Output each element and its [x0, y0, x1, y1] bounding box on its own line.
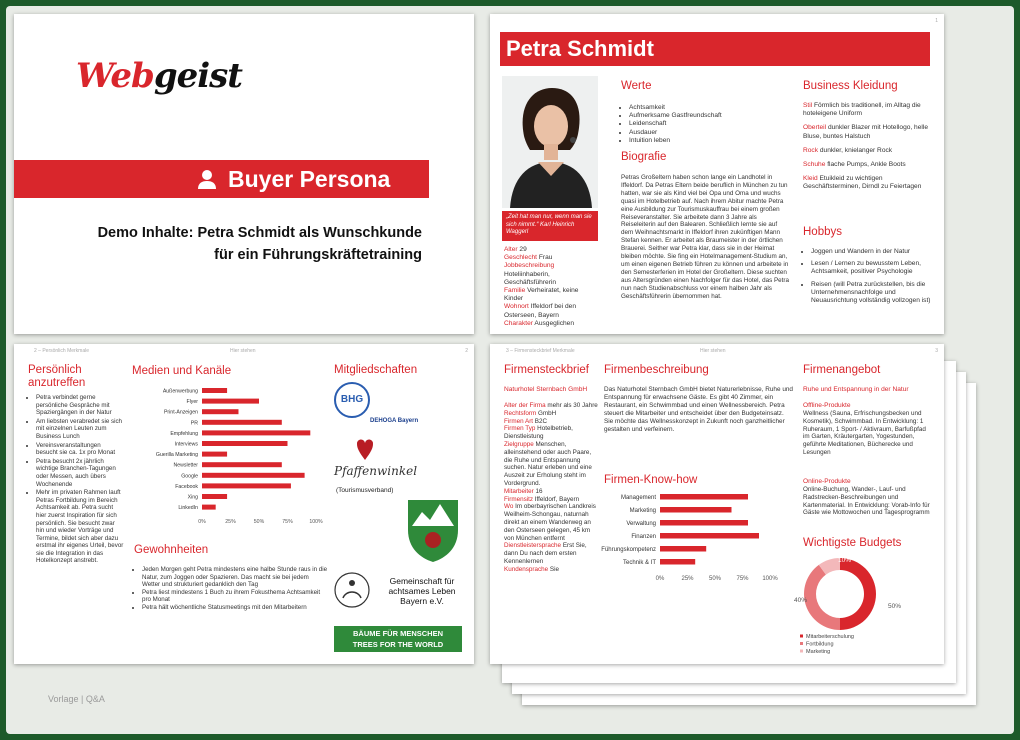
bar [202, 452, 227, 457]
demo-line-2: für ein Führungskräftetraining [214, 247, 422, 263]
company-fact [504, 496, 598, 504]
company-fact-key: Kundensprache [504, 565, 549, 573]
legend-label: Marketing [806, 649, 831, 655]
bhg-logo: BHG [334, 382, 370, 418]
medien-chart [126, 380, 326, 530]
werte-item: • Aufmerksame Gastfreundschaft [629, 112, 791, 120]
company-fact-value: Im oberbayrischen Landkreis Weilheim-Schongau, naturnah direkt an einem Wanderweg an den Osterseen gelegen, 45 km von München entfernt [504, 503, 596, 542]
kleidung-item-value: dunkler, knielanger Rock [819, 146, 893, 154]
hobbys-list [803, 248, 933, 309]
company-fact [504, 402, 598, 410]
bar [202, 494, 227, 499]
pfaffenwinkel-sub: (Tourismusverband) [336, 487, 394, 494]
gewohnheit-item: • Petra hält wöchentliche Statusmeetings mit den Mitarbeitern [142, 604, 328, 612]
bar-label: Finanzen [631, 534, 656, 540]
persona-fact [504, 320, 596, 328]
tick-label: 0% [655, 576, 665, 582]
bar-label: PR [190, 420, 198, 427]
persona-fact [504, 254, 596, 262]
company-fact-value: Menschen, alleinstehend oder auch Paare, die Ruhe und Entspannung suchen. Natur erleben und eine Auszeit zur Erholung steht im Vordergrund. [504, 440, 592, 487]
slide-meta-right: 2 [465, 348, 468, 354]
slide-company[interactable] [490, 344, 944, 664]
donut-slice [804, 565, 840, 630]
bar [202, 399, 259, 404]
tick-label: 100% [762, 576, 778, 582]
persona-fact-key: Jobbeschreibung [504, 262, 555, 270]
slide-meta-left: 2 – Persönlich Merkmale [34, 348, 90, 354]
kleidung-item-key: Kleid [803, 175, 818, 183]
persona-fact-value: 29 [519, 246, 527, 253]
company-fact [504, 418, 598, 426]
persona-fact-key: Alter [504, 246, 518, 253]
bar-label: Interviews [174, 441, 198, 448]
persona-fact [504, 262, 596, 287]
heart-icon [357, 438, 373, 460]
angebot-sub: Ruhe und Entspannung in der Natur [803, 386, 909, 393]
bar-label: Führungskompetenz [601, 547, 656, 553]
bar-label: Google [181, 473, 198, 480]
bar-label: Management [620, 495, 656, 501]
persona-fact-key: Geschlecht [504, 254, 537, 262]
company-fact-value: Sie [549, 565, 559, 573]
bar-label: Außenwerbung [162, 388, 198, 395]
bar [660, 533, 759, 539]
bar-label: Technik & IT [622, 560, 656, 566]
slide-channels[interactable] [14, 344, 474, 664]
company-fact-value: Hotelbetrieb, Dienstleistung [504, 425, 573, 441]
tick-label: 0% [198, 519, 206, 526]
bar-label: Guerilla Marketing [155, 452, 198, 459]
company-fact [504, 566, 598, 574]
company-fact-key: Wo [504, 503, 514, 511]
persona-fact-value: Iffeldorf bei den Osterseen, Bayern [504, 303, 576, 319]
legend-swatch [800, 650, 803, 653]
gewohnheiten-list [134, 566, 328, 612]
mitglied-heading: Mitgliedschaften [334, 364, 418, 376]
kleidung-heading: Business Kleidung [803, 80, 898, 92]
persona-fact-value: Hoteliinhaberin, Geschäftsführerin [504, 270, 557, 286]
person-icon [196, 168, 218, 190]
biografie-text: Petras Großeltern haben schon lange ein Landhotel in Iffeldorf. Da Petras Eltern beide beruflich in München zu tun hatten, war sie als Kind viel bei Opa und Oma und wuchs quasi im Hotelbetrieb auf. Nach ihrem Abitur machte Petra eine Ausbildung zur Tourismuskauffrau bei einem großen Reiseveranstalter. Sie arbeitete dann 3 Jahre als Reiseleiterin auf den Balearen. Schließlich lernte sie auf dem Weihnachtsmarkt in Iffeldorf ihren zukünftigen Mann Stefan kennen. Er arbeitet als Braumeister in der örtlichen Brauerei. Seither war Petra klar, dass sie in der Heimat bleiben möchte. Sie fing ein Hotelmanagement-Studium an, um einen eigenen Betrieb führen zu können und arbeitete in den Semesterferien im Hotel der Großeltern. Diese suchten aus Altersgründen einen Nachfolger für das Hotel, das Petra nun nach Studienabschluss vor einem halben Jahr als Geschäftsführerin übernommen hat. [621, 174, 790, 300]
persona-fact [504, 246, 596, 254]
company-fact-key: Firmen Art [504, 417, 534, 425]
company-fact-value: Erst Sie, dann Du nach dem ersten Kennenlernen [504, 542, 587, 565]
page-number: 1 [935, 18, 938, 24]
company-fact-value: 16 [535, 487, 543, 495]
kleidung-item-value: Förmlich bis traditionell, im Alltag die hoteleigene Uniform [803, 102, 921, 118]
persona-fact-key: Charakter [504, 319, 533, 327]
bar-label: Facebook [175, 483, 198, 490]
bar [202, 462, 282, 467]
legend-label: Mitarbeiterschulung [806, 634, 854, 640]
company-facts [504, 402, 598, 574]
tick-label: 50% [253, 519, 265, 526]
footer-text: Vorlage | Q&A [48, 694, 105, 704]
persoenlich-list [28, 394, 124, 566]
slide-persona-profile[interactable] [490, 14, 944, 334]
persona-fact [504, 287, 596, 303]
kleidung-item-value: dunkler Blazer mit Hotellogo, helle Bluse, buntes Halstuch [803, 124, 928, 140]
company-fact-value: mehr als 30 Jahre [547, 402, 598, 409]
trees-logo [334, 626, 462, 652]
banner-title: Buyer Persona [228, 166, 391, 192]
persoenlich-item: • Am liebsten verabredet sie sich mit einzelnen Leuten zum Business Lunch [36, 418, 124, 441]
buyer-persona-banner [14, 160, 429, 198]
persoenlich-item: • Petra verbindet gerne persönliche Gespräche mit Spaziergängen in der Natur [36, 394, 124, 417]
persona-fact [504, 303, 596, 319]
company-fact-key: Dienstleistersprache [504, 542, 562, 550]
persoenlich-item: • Petra besucht 2x jährlich wichtige Branchen-Tagungen oder Messen, auch übers Wochenende [36, 458, 124, 488]
company-fact-key: Firmen Typ [504, 425, 536, 433]
persoenlich-item: • Mehr im privaten Rahmen lauft Petras Fortbildung im Bereich Achtsamkeit ab. Petra sucht hier zuerst Inspiration für sich persönlich. Sie besucht zwar hin und wieder Vorträge und Termine, bildet sich aber dazu erstmal ihr eigenes Urteil, bevor sie die Integration in das Hotelkonzept anstrebt. [36, 489, 124, 565]
gewohnheit-item: • Jeden Morgen geht Petra mindestens eine halbe Stunde raus in die Natur, zum Joggen oder Spazieren. Das macht sie bei jedem Wetter und strukturiert gedanklich den Tag [142, 566, 328, 589]
tick-label: 100% [309, 519, 323, 526]
werte-item: • Leidenschaft [629, 120, 791, 128]
bar [660, 559, 695, 565]
offline-title: Offline-Produkte [803, 402, 851, 409]
slide-title[interactable] [14, 14, 474, 334]
persoenlich-heading: Persönlich anzutreffen [28, 364, 86, 389]
persona-fact-key: Familie [504, 287, 526, 295]
offline-text: Wellness (Sauna, Erfrischungsbecken und Kosmetik), Schwimmbad. In Entwicklung: 1 Ruheraum, 1 Sport- / Aktivraum, Barfußpfad im Garten, Kräutergarten, Yogestunden, geführte Meditationen, Bücherecke und Lesungen [803, 410, 926, 456]
kleidung-item-value: Etuikleid zu wichtigen Geschäftsterminen, Dirndl zu Feiertagen [803, 175, 922, 191]
werte-item: • Achtsamkeit [629, 104, 791, 112]
pfaffenwinkel-logo: Pfaffenwinkel [334, 464, 418, 478]
tick-label: 75% [736, 576, 749, 582]
bar [660, 507, 732, 513]
angebot-heading: Firmenangebot [803, 364, 881, 376]
hobbys-heading: Hobbys [803, 226, 842, 238]
company-fact-value: B2C [534, 417, 548, 425]
company-name: Naturhotel Sternbach GmbH [504, 386, 588, 393]
company-fact-value: GmbH [537, 409, 557, 417]
trees-line-2: TREES FOR THE WORLD [352, 640, 444, 649]
bar [202, 483, 291, 488]
persona-fact-value: Frau [538, 254, 553, 262]
legend-swatch [800, 642, 803, 645]
company-fact-key: Firmensitz [504, 495, 534, 503]
beschreibung-heading: Firmenbeschreibung [604, 364, 709, 376]
company-fact [504, 441, 598, 488]
company-fact [504, 542, 598, 565]
company-fact-key: Mitarbeiter [504, 487, 534, 495]
tick-label: 25% [225, 519, 236, 526]
bar-label: Newsletter [173, 462, 198, 469]
persona-photo [502, 76, 598, 208]
trees-line-1: BÄUME FÜR MENSCHEN [353, 629, 443, 638]
beschreibung-text: Das Naturhotel Sternbach GmbH bietet Naturerlebnisse, Ruhe und Entspannung für erwachsene Gäste. Es gibt 40 Zimmer, ein Restaurant, ein Schwimmbad und einen Wellnessbereich. Petra steuert die Mitarbeiter und entscheidet über den Budgeteinsatz. Sie möchte das Wellnesskonzept in Zukunft noch ganzheitlicher gestalten und verfeinern. [604, 386, 793, 433]
bar [202, 430, 310, 435]
presentation-overview [6, 6, 1014, 734]
bar-label: Xing [187, 494, 198, 501]
bar [202, 505, 216, 510]
company-fact [504, 503, 598, 542]
hobby-item: • Joggen und Wandern in der Natur [811, 248, 933, 256]
bar [660, 546, 706, 552]
persoenlich-item: • Vereinsveranstaltungen besucht sie ca. 1x pro Monat [36, 442, 124, 457]
donut-slice [840, 558, 876, 630]
hobby-item: • Lesen / Lernen zu bewusstem Leben, Achtsamkeit, positiver Psychologie [811, 260, 933, 276]
persona-name: Petra Schmidt [506, 36, 654, 61]
online-text: Online-Buchung, Wander-, Lauf- und Radstrecken-Beschreibungen und Kartenmaterial. In Entwicklung: Vorab-Info für Gäste wie Mottowochen und Tagesprogramm [803, 486, 930, 517]
company-fact-key: Rechtsform [504, 409, 537, 417]
hobby-item: • Reisen (will Petra zurückstellen, bis die Unternehmensnachfolge und Neuausrichtung vollständig vollzogen ist) [811, 281, 933, 306]
budget-heading: Wichtigste Budgets [803, 537, 902, 549]
bar [660, 494, 748, 500]
crest-logo [404, 496, 462, 564]
werte-heading: Werte [621, 80, 652, 92]
bar-label: LinkedIn [178, 505, 198, 512]
bar [202, 388, 227, 393]
company-fact-key: Alter der Firma [504, 402, 546, 409]
kleidung-item-key: Stil [803, 102, 813, 109]
kleidung-item [803, 175, 931, 191]
company-fact-value: Iffeldorf, Bayern [534, 495, 580, 503]
gemeinschaft-logo: Gemeinschaft für achtsames Leben Bayern e.V. [388, 576, 456, 606]
online-title: Online-Produkte [803, 478, 851, 485]
tick-label: 25% [681, 576, 694, 582]
slice-value-label: 40% [794, 597, 808, 604]
slice-value-label: 10% [838, 557, 852, 564]
medien-heading: Medien und Kanäle [132, 365, 232, 377]
knowhow-heading: Firmen-Know-how [604, 474, 698, 486]
werte-item: • Ausdauer [629, 129, 791, 137]
company-fact-key: Zielgruppe [504, 440, 534, 448]
bar-label: Verwaltung [626, 521, 656, 527]
slice-value-label: 50% [888, 603, 902, 610]
quote-text: „Zeit hat man nur, wenn man sie sich nimmt.“ Karl Heinrich Waggerl [506, 214, 592, 235]
slide-meta-right: 3 [935, 348, 938, 354]
werte-list [621, 104, 791, 145]
bar-label: Marketing [629, 508, 656, 514]
kleidung-item [803, 147, 931, 155]
persona-facts [504, 246, 596, 328]
company-fact [504, 425, 598, 441]
kleidung-item [803, 102, 931, 118]
gewohnheiten-heading: Gewohnheiten [134, 544, 209, 556]
slide-meta-mid: Hier stehen [230, 348, 256, 354]
webgeist-logo: Webgeist [76, 56, 242, 96]
bar [202, 473, 305, 478]
budget-donut-chart [796, 550, 936, 658]
dehoga-logo: DEHOGA Bayern [370, 418, 419, 424]
knowhow-chart [600, 490, 796, 586]
slide-meta-mid: Hier stehen [700, 348, 726, 354]
company-fact [504, 410, 598, 418]
quote-box [502, 211, 598, 241]
kleidung-list [803, 102, 931, 198]
kleidung-item-key: Schuhe [803, 161, 826, 169]
bar-label: Print-Anzeigen [163, 409, 198, 416]
bar-label: Empfehlung [170, 430, 198, 437]
legend-swatch [800, 635, 803, 638]
slide-meta-left: 3 – Firmensteckbrief Merkmale [506, 348, 575, 354]
legend-label: Fortbildung [806, 641, 834, 648]
kleidung-item-key: Rock [803, 146, 819, 154]
bar [202, 420, 282, 425]
demo-line-1: Demo Inhalte: Petra Schmidt als Wunschkunde [97, 225, 422, 241]
bar [660, 520, 748, 526]
bar [202, 441, 288, 446]
gewohnheit-item: • Petra liest mindestens 1 Buch zu ihrem Fokusthema Achtsamkeit pro Monat [142, 589, 328, 604]
persona-fact-value: Verheiratet, keine Kinder [504, 287, 579, 303]
bar [202, 409, 238, 414]
kleidung-item [803, 161, 931, 169]
company-fact [504, 488, 598, 496]
kleidung-item-key: Oberteil [803, 124, 827, 132]
persona-fact-value: Ausgeglichen [534, 319, 575, 327]
persona-fact-key: Wohnort [504, 303, 529, 311]
steckbrief-heading: Firmensteckbrief [504, 364, 589, 376]
meditation-icon [334, 572, 370, 608]
tick-label: 50% [708, 576, 722, 582]
kleidung-item-value: flache Pumps, Ankle Boots [827, 161, 906, 169]
tick-label: 75% [282, 519, 293, 526]
name-banner [500, 32, 930, 66]
kleidung-item [803, 124, 931, 140]
bar-label: Flyer [186, 399, 198, 406]
werte-item: • Intuition leben [629, 137, 791, 145]
biografie-heading: Biografie [621, 151, 667, 163]
